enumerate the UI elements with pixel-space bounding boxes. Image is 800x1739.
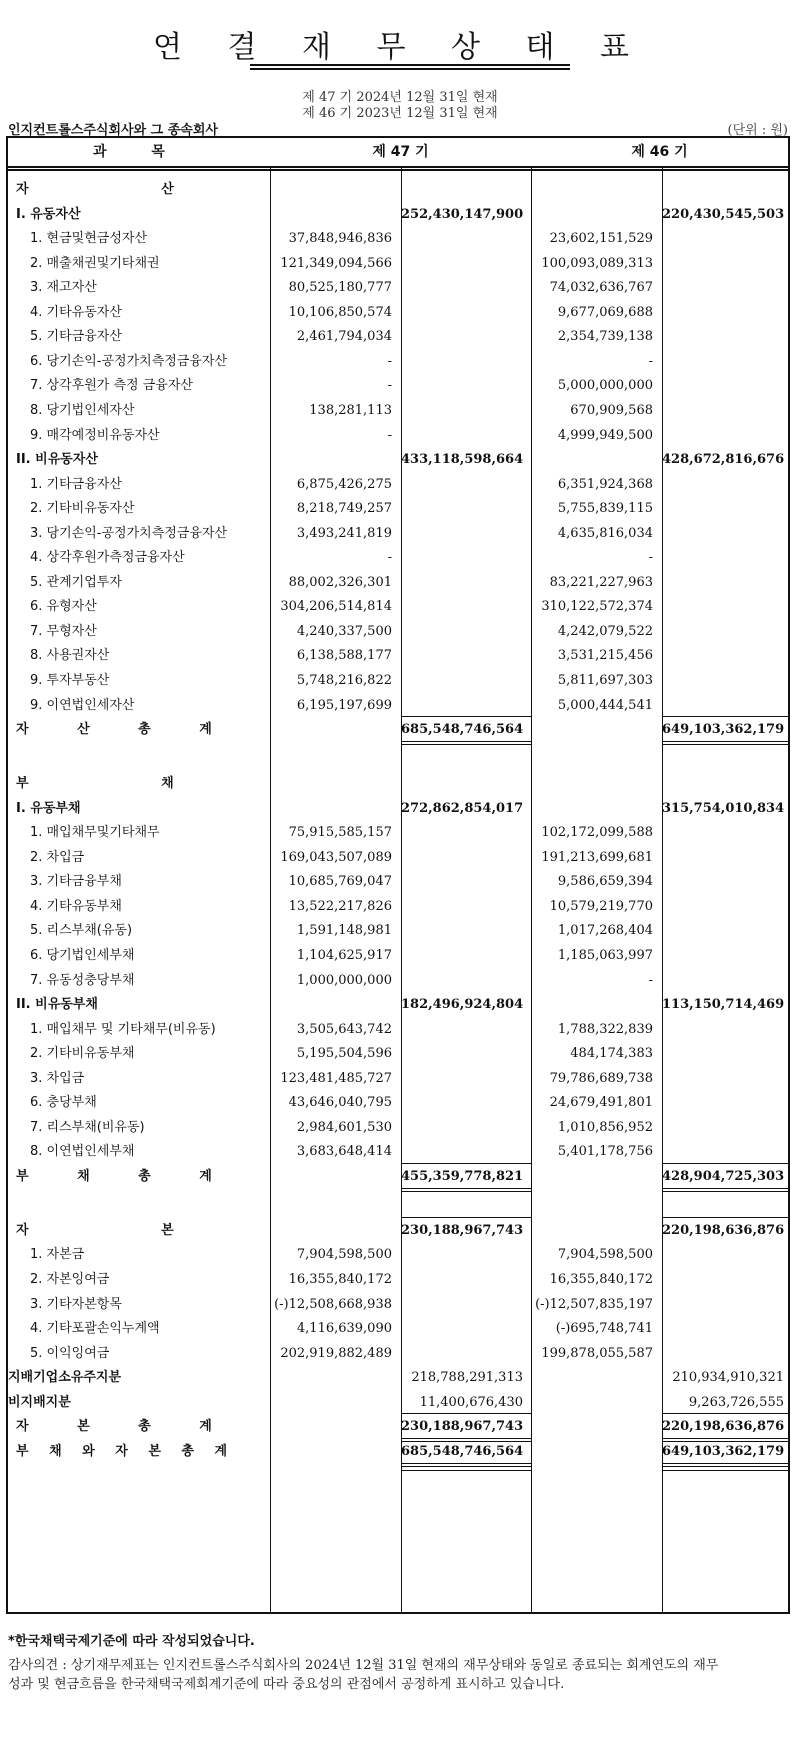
amount-cell: 9,586,659,394 xyxy=(557,874,653,890)
row-label: 4. 기타유동자산 xyxy=(30,304,122,320)
table-row xyxy=(8,620,788,644)
table-row xyxy=(8,1268,788,1292)
table-row xyxy=(8,1415,788,1439)
amount-cell: - xyxy=(387,550,392,566)
table-row xyxy=(8,1317,788,1341)
table-row xyxy=(8,1091,788,1115)
total-rule xyxy=(662,716,788,717)
amount-cell: 428,672,816,676 xyxy=(662,452,785,468)
table-row xyxy=(8,821,788,845)
row-label: 6. 충당부채 xyxy=(30,1095,97,1111)
row-label: 2. 자본잉여금 xyxy=(30,1272,110,1288)
amount-cell: 24,679,491,801 xyxy=(549,1095,653,1111)
header-rule-2 xyxy=(8,169,788,171)
row-label: 2. 차입금 xyxy=(30,849,85,865)
row-label: 4. 기타유동부채 xyxy=(30,898,122,914)
amount-cell: 1,010,856,952 xyxy=(557,1119,653,1135)
amount-cell: 315,754,010,834 xyxy=(662,800,785,816)
table-row xyxy=(8,1042,788,1066)
total-rule xyxy=(662,1217,788,1218)
amount-cell: 7,904,598,500 xyxy=(296,1247,392,1263)
row-label: II. 비유동부채 xyxy=(16,997,98,1013)
amount-cell: 1,591,148,981 xyxy=(296,923,392,939)
row-label: 7. 유동성충당부채 xyxy=(30,972,135,988)
amount-cell: 428,904,725,303 xyxy=(662,1168,785,1184)
page-title: 연 결 재 무 상 태 표 xyxy=(152,30,648,65)
amount-cell: 1,788,322,839 xyxy=(557,1021,653,1037)
table-row xyxy=(8,252,788,276)
table-row xyxy=(8,497,788,521)
row-label: 5. 기타금융자산 xyxy=(30,329,122,345)
amount-cell: 4,635,816,034 xyxy=(557,525,653,541)
row-label: 부 채 총 계 xyxy=(16,1168,234,1184)
amount-cell: 37,848,946,836 xyxy=(288,231,392,247)
table-row xyxy=(8,178,788,202)
total-double-rule xyxy=(662,1463,788,1464)
amount-cell: 670,909,568 xyxy=(570,402,653,418)
table-row xyxy=(8,571,788,595)
closing-rule xyxy=(401,1470,531,1471)
amount-cell: 79,786,689,738 xyxy=(549,1070,653,1086)
table-row xyxy=(8,969,788,993)
amount-cell: 685,548,746,564 xyxy=(401,722,524,738)
amount-cell: 3,493,241,819 xyxy=(296,525,392,541)
header-current: 제 47 기 xyxy=(270,138,531,166)
table-row xyxy=(8,227,788,251)
table-row xyxy=(8,1391,788,1415)
amount-cell: 16,355,840,172 xyxy=(549,1272,653,1288)
amount-cell: - xyxy=(648,353,653,369)
row-label: 부 채 와 자 본 총 계 xyxy=(16,1443,236,1459)
amount-cell: 2,984,601,530 xyxy=(296,1119,392,1135)
table-row xyxy=(8,1067,788,1091)
amount-cell: - xyxy=(648,550,653,566)
row-label: 3. 차입금 xyxy=(30,1070,85,1086)
row-label: 8. 당기법인세자산 xyxy=(30,402,135,418)
row-label: 4. 기타포괄손익누계액 xyxy=(30,1321,160,1337)
row-label: 6. 당기법인세부채 xyxy=(30,947,135,963)
amount-cell: 5,000,444,541 xyxy=(557,697,653,713)
amount-cell: 4,242,079,522 xyxy=(557,623,653,639)
amount-cell: 6,875,426,275 xyxy=(296,476,392,492)
table-row xyxy=(8,743,788,767)
table-row xyxy=(8,993,788,1017)
table-row xyxy=(8,1440,788,1464)
amount-cell: 11,400,676,430 xyxy=(419,1394,523,1410)
amount-cell: 649,103,362,179 xyxy=(662,722,785,738)
table-row xyxy=(8,870,788,894)
total-double-rule xyxy=(401,1466,531,1467)
row-label: 3. 기타금융부채 xyxy=(30,874,122,890)
total-rule xyxy=(662,1413,788,1414)
table-row xyxy=(8,374,788,398)
amount-cell: 685,548,746,564 xyxy=(401,1443,524,1459)
amount-cell: 169,043,507,089 xyxy=(280,849,392,865)
table-row xyxy=(8,1165,788,1189)
table-row xyxy=(8,1018,788,1042)
table-row xyxy=(8,1293,788,1317)
amount-cell: 3,683,648,414 xyxy=(296,1144,392,1160)
total-rule xyxy=(662,1163,788,1164)
table-row xyxy=(8,694,788,718)
table-row xyxy=(8,718,788,742)
table-row xyxy=(8,522,788,546)
row-label: 7. 무형자산 xyxy=(30,623,97,639)
table-row xyxy=(8,448,788,472)
amount-cell: 10,685,769,047 xyxy=(288,874,392,890)
table-row xyxy=(8,772,788,796)
amount-cell: - xyxy=(387,378,392,394)
row-label: 7. 상각후원가 측정 금융자산 xyxy=(30,378,193,394)
row-label: 5. 리스부채(유동) xyxy=(30,923,133,939)
row-label: 5. 관계기업투자 xyxy=(30,574,122,590)
period-current: 제 47 기 2024년 12월 31일 현재 xyxy=(302,90,498,105)
amount-cell: 6,138,588,177 xyxy=(296,648,392,664)
amount-cell: 10,579,219,770 xyxy=(549,898,653,914)
row-label: 7. 리스부채(비유동) xyxy=(30,1119,145,1135)
amount-cell: 199,878,055,587 xyxy=(541,1345,653,1361)
amount-cell: - xyxy=(648,972,653,988)
amount-cell: 43,646,040,795 xyxy=(288,1095,392,1111)
table-row xyxy=(8,325,788,349)
amount-cell: 433,118,598,664 xyxy=(401,452,524,468)
amount-cell: 74,032,636,767 xyxy=(549,280,653,296)
table-row xyxy=(8,424,788,448)
amount-cell: 138,281,113 xyxy=(309,402,392,418)
row-label: 4. 상각후원가측정금융자산 xyxy=(30,550,185,566)
amount-cell: 100,093,089,313 xyxy=(541,255,653,271)
row-label: 6. 유형자산 xyxy=(30,599,97,615)
amount-cell: 202,919,882,489 xyxy=(280,1345,392,1361)
table-row xyxy=(8,644,788,668)
amount-cell: 1,185,063,997 xyxy=(557,947,653,963)
table-row xyxy=(8,595,788,619)
amount-cell: - xyxy=(387,427,392,443)
table-row xyxy=(8,1189,788,1213)
amount-cell: 2,461,794,034 xyxy=(296,329,392,345)
total-rule xyxy=(662,1438,788,1439)
table-row xyxy=(8,919,788,943)
header-previous: 제 46 기 xyxy=(531,138,788,166)
row-label: 9. 투자부동산 xyxy=(30,673,110,688)
row-label: II. 비유동자산 xyxy=(16,452,98,468)
row-label: 3. 재고자산 xyxy=(30,280,97,296)
row-label: 9. 매각예정비유동자산 xyxy=(30,427,160,443)
table-row xyxy=(8,1140,788,1164)
table-row xyxy=(8,473,788,497)
amount-cell: 9,263,726,555 xyxy=(688,1394,784,1410)
row-label: 6. 당기손익-공정가치측정금융자산 xyxy=(30,353,228,369)
amount-cell: 13,522,217,826 xyxy=(288,898,392,914)
table-row xyxy=(8,301,788,325)
amount-cell: 7,904,598,500 xyxy=(557,1247,653,1263)
row-label: 2. 기타비유동부채 xyxy=(30,1046,135,1062)
amount-cell: 5,195,504,596 xyxy=(296,1046,392,1062)
amount-cell: 88,002,326,301 xyxy=(288,574,392,590)
closing-rule xyxy=(662,1470,788,1471)
table-row xyxy=(8,1116,788,1140)
table-row xyxy=(8,546,788,570)
amount-cell: 10,106,850,574 xyxy=(288,304,392,320)
amount-cell: 80,525,180,777 xyxy=(288,280,392,296)
footnote: *한국채택국제기준에 따라 작성되었습니다. xyxy=(8,1634,255,1649)
header-rule xyxy=(8,166,788,168)
amount-cell: 220,430,545,503 xyxy=(662,206,785,222)
amount-cell: 123,481,485,727 xyxy=(280,1070,392,1086)
table-row xyxy=(8,797,788,821)
table-row xyxy=(8,399,788,423)
row-label: 자 본 총 계 xyxy=(16,1419,234,1435)
row-label: 9. 이연법인세자산 xyxy=(30,697,135,713)
balance-sheet-table xyxy=(6,136,790,1614)
table-row xyxy=(8,1243,788,1267)
row-label: 자 본 xyxy=(16,1222,238,1238)
total-rule xyxy=(401,716,531,717)
amount-cell: 272,862,854,017 xyxy=(401,800,524,816)
amount-cell: 9,677,069,688 xyxy=(557,304,653,320)
row-label: 1. 매입채무 및 기타채무(비유동) xyxy=(30,1021,216,1037)
table-row xyxy=(8,895,788,919)
amount-cell: 113,150,714,469 xyxy=(662,997,785,1013)
table-row xyxy=(8,1366,788,1390)
row-label: 지배기업소유주지분 xyxy=(8,1370,122,1386)
amount-cell: 83,221,227,963 xyxy=(549,574,653,590)
row-label: 2. 기타비유동자산 xyxy=(30,501,135,517)
table-row xyxy=(8,846,788,870)
company-name: 인지컨트롤스주식회사와 그 종속회사 xyxy=(8,123,218,138)
table-row xyxy=(8,203,788,227)
amount-cell: (-)12,508,668,938 xyxy=(274,1296,392,1312)
amount-cell: 1,104,625,917 xyxy=(296,947,392,963)
amount-cell: 5,748,216,822 xyxy=(296,673,392,688)
row-label: 8. 사용권자산 xyxy=(30,648,110,664)
amount-cell: - xyxy=(387,353,392,369)
total-double-rule xyxy=(662,1466,788,1467)
amount-cell: 191,213,699,681 xyxy=(541,849,653,865)
amount-cell: 6,351,924,368 xyxy=(557,476,653,492)
amount-cell: (-)12,507,835,197 xyxy=(535,1296,653,1312)
amount-cell: 252,430,147,900 xyxy=(401,206,524,222)
row-label: 2. 매출채권및기타채권 xyxy=(30,255,160,271)
amount-cell: 5,000,000,000 xyxy=(557,378,653,394)
period-previous: 제 46 기 2023년 12월 31일 현재 xyxy=(302,106,498,121)
amount-cell: 484,174,383 xyxy=(570,1046,653,1062)
row-label: 3. 기타자본항목 xyxy=(30,1296,122,1312)
amount-cell: 1,017,268,404 xyxy=(557,923,653,939)
audit-opinion: 감사의견 : 상기재무제표는 인지컨트롤스주식회사의 2024년 12월 31일 현재의 재무상태와 동일로 종료되는 회계연도의 재무성과 및 현금흐름을 한국채택국제회계기준에 따라 중요성의 관점에서 공정하게 표시하고 있습니다. xyxy=(8,1658,719,1692)
total-rule xyxy=(401,1413,531,1414)
amount-cell: (-)695,748,741 xyxy=(555,1321,653,1337)
row-label: I. 유동부채 xyxy=(16,800,81,816)
amount-cell: 230,188,967,743 xyxy=(401,1419,524,1435)
header-subject: 과 목 xyxy=(93,144,185,160)
total-rule xyxy=(401,1163,531,1164)
row-label: 3. 당기손익-공정가치측정금융자산 xyxy=(30,525,228,541)
table-row xyxy=(8,1342,788,1366)
row-label: 자 산 총 계 xyxy=(16,722,234,738)
amount-cell: 121,349,094,566 xyxy=(280,255,392,271)
amount-cell: 220,198,636,876 xyxy=(662,1419,785,1435)
amount-cell: 230,188,967,743 xyxy=(401,1222,524,1238)
row-label: 부 채 xyxy=(16,776,238,792)
amount-cell: 8,218,749,257 xyxy=(296,501,392,517)
amount-cell: 23,602,151,529 xyxy=(549,231,653,247)
amount-cell: 455,359,778,821 xyxy=(401,1168,524,1184)
row-label: 1. 자본금 xyxy=(30,1247,85,1263)
unit-label: (단위 : 원) xyxy=(727,123,788,138)
table-row xyxy=(8,276,788,300)
row-label: 5. 이익잉여금 xyxy=(30,1345,110,1361)
amount-cell: 75,915,585,157 xyxy=(288,825,392,841)
row-label: 비지배지분 xyxy=(8,1394,71,1410)
table-row xyxy=(8,1219,788,1243)
amount-cell: 4,116,639,090 xyxy=(296,1321,392,1337)
row-label: I. 유동자산 xyxy=(16,206,81,222)
amount-cell: 649,103,362,179 xyxy=(662,1443,785,1459)
amount-cell: 4,999,949,500 xyxy=(557,427,653,443)
amount-cell: 1,000,000,000 xyxy=(296,972,392,988)
table-row xyxy=(8,669,788,693)
amount-cell: 220,198,636,876 xyxy=(662,1222,785,1238)
amount-cell: 210,934,910,321 xyxy=(672,1370,784,1386)
table-row xyxy=(8,350,788,374)
row-label: 1. 기타금융자산 xyxy=(30,476,122,492)
total-double-rule xyxy=(401,1463,531,1464)
title-underline-2 xyxy=(250,68,570,70)
row-label: 1. 현금및현금성자산 xyxy=(30,231,147,247)
total-rule xyxy=(401,1438,531,1439)
row-label: 8. 이연법인세부채 xyxy=(30,1144,135,1160)
amount-cell: 5,401,178,756 xyxy=(557,1144,653,1160)
amount-cell: 16,355,840,172 xyxy=(288,1272,392,1288)
row-label: 자 산 xyxy=(16,182,238,197)
amount-cell: 5,811,697,303 xyxy=(557,673,653,688)
total-rule xyxy=(401,1217,531,1218)
amount-cell: 3,505,643,742 xyxy=(296,1021,392,1037)
amount-cell: 310,122,572,374 xyxy=(541,599,653,615)
amount-cell: 102,172,099,588 xyxy=(541,825,653,841)
amount-cell: 182,496,924,804 xyxy=(401,997,524,1013)
amount-cell: 218,788,291,313 xyxy=(411,1370,523,1386)
amount-cell: 4,240,337,500 xyxy=(296,623,392,639)
amount-cell: 5,755,839,115 xyxy=(557,501,653,517)
amount-cell: 2,354,739,138 xyxy=(557,329,653,345)
table-row xyxy=(8,944,788,968)
amount-cell: 304,206,514,814 xyxy=(280,599,392,615)
amount-cell: 6,195,197,699 xyxy=(296,697,392,713)
row-label: 1. 매입채무및기타채무 xyxy=(30,825,160,841)
title-underline xyxy=(250,64,570,66)
amount-cell: 3,531,215,456 xyxy=(557,648,653,664)
